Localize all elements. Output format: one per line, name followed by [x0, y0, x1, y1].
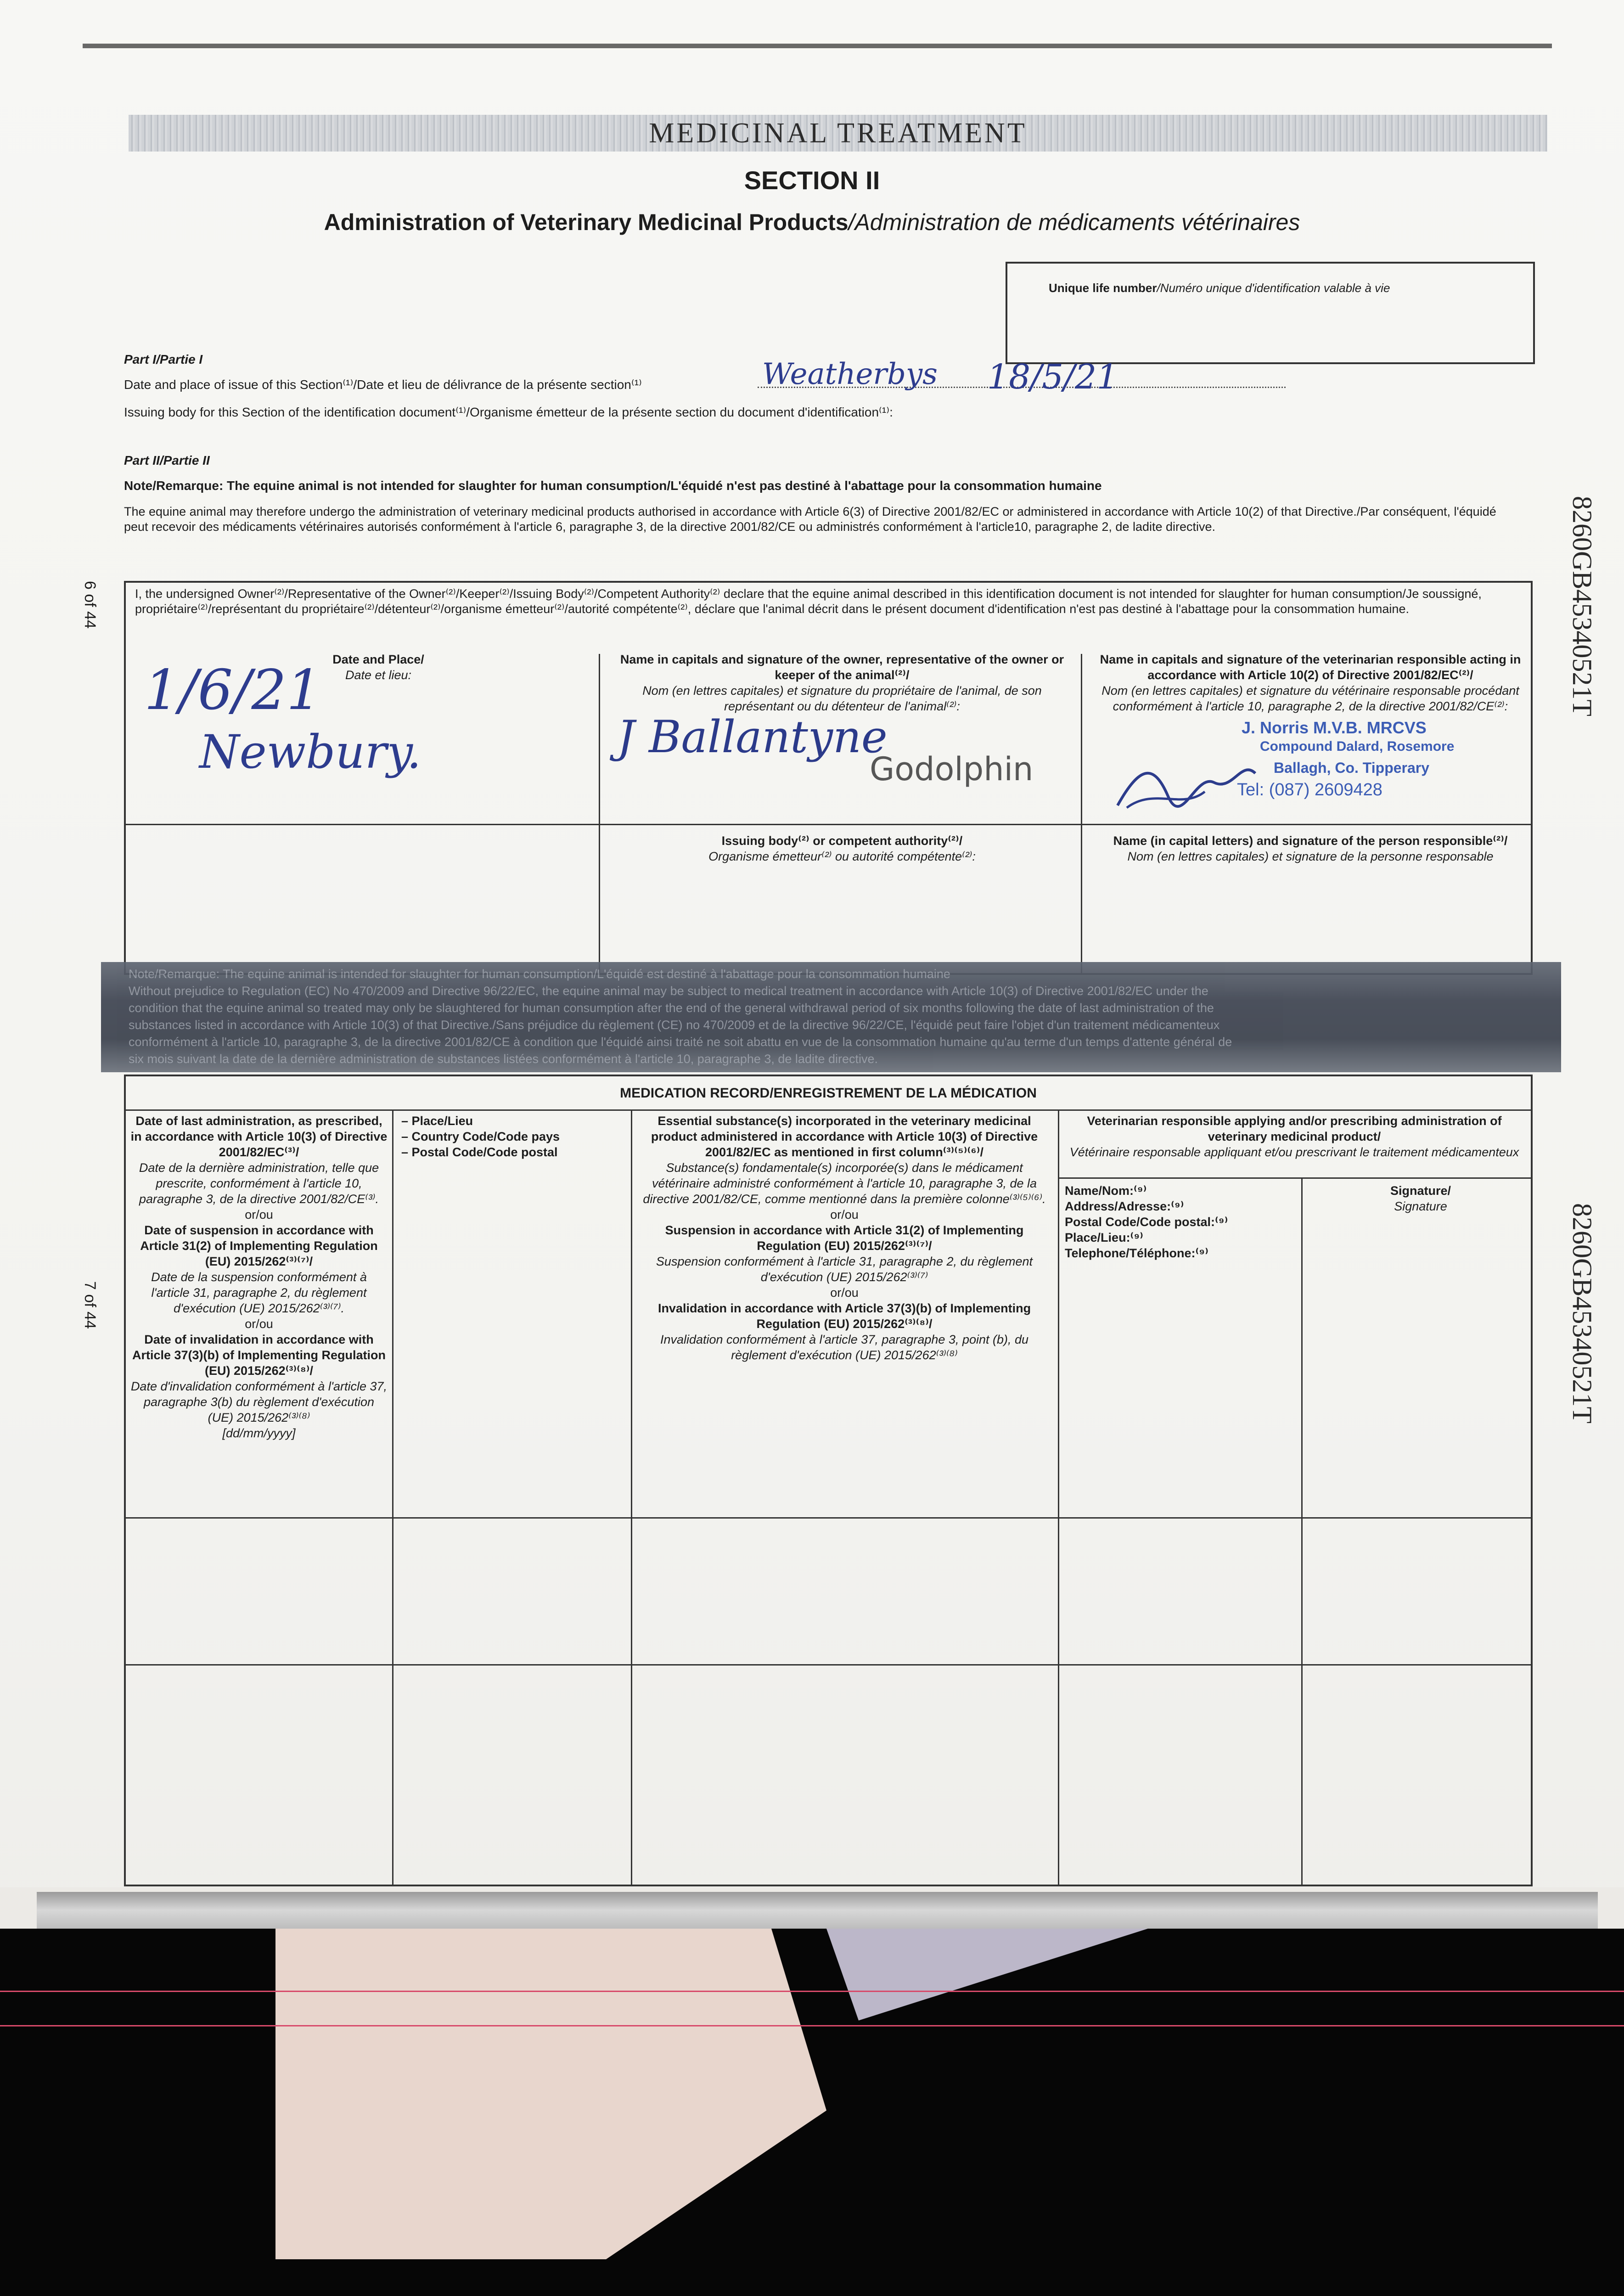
hand-date-issue: 18/5/21	[987, 357, 1118, 397]
medication-text-line: Suspension conformément à l'article 31, paragraphe 2, du règlement d'exécution (UE) 2015/262⁽³⁾⁽⁷⁾	[656, 1255, 1033, 1284]
strip-line-3: condition that the equine animal so treated may only be slaughtered for human consumption after the end of the general withdrawal period of six months following the date of last administration of the	[129, 1001, 1214, 1015]
col-owner-sig-en: Name in capitals and signature of the owner, representative of the owner or keeper of the animal⁽²⁾/	[620, 653, 1064, 682]
responsible-person-en: Name (in capital letters) and signature of the person responsible⁽²⁾/	[1113, 834, 1508, 848]
part2-note: Note/Remarque: The equine animal is not intended for slaughter for human consumption/L'équidé n'est pas destiné à l'abattage pour la consommation humaine	[124, 478, 1102, 493]
admin-title-fr: /Administration de médicaments vétérinaires	[848, 209, 1300, 235]
col-vet-sig-en: Name in capitals and signature of the veterinarian responsible acting in accordance with Article 10(2) of Directive 2001/82/EC⁽²⁾/	[1100, 653, 1521, 682]
medication-text-line: or/ou	[830, 1208, 859, 1221]
medication-text-line: Invalidation conformément à l'article 37, paragraphe 3, point (b), du règlement d'exécution (UE) 2015/262⁽³⁾⁽⁸⁾	[660, 1333, 1029, 1362]
declaration-text: I, the undersigned Owner⁽²⁾/Representative of the Owner⁽²⁾/Keeper⁽²⁾/Issuing Body⁽²⁾/Competent Authority⁽²⁾ declare that the equine animal described in this identification document is not intended for slaughter for human consumption/Je soussigné, propriétaire⁽²⁾/représentant du propriétaire⁽²⁾/détenteur⁽²⁾/organisme émetteur⁽²⁾/autorité compétente⁽²⁾, déclare que l'animal décrit dans le présent document d'identification n'est pas destiné à l'abattage pour la consommation humaine.	[135, 587, 1482, 616]
medication-text-line: Date of invalidation in accordance with Article 37(3)(b) of Implementing Regulation (EU) 2015/262⁽³⁾⁽⁸⁾/	[132, 1333, 386, 1378]
barcode-id-top: 8260GB45340521T	[1567, 496, 1597, 716]
medication-text-line: or/ou	[245, 1208, 273, 1221]
strip-line-1: Note/Remarque: The equine animal is intended for slaughter for human consumption/L'équidé est destiné à l'abattage pour la consommation humaine	[129, 967, 950, 981]
uln-label-fr: /Numéro unique d'identification valable à vie	[1157, 281, 1390, 295]
issuing-body-fr: Organisme émetteur⁽²⁾ ou autorité compétente⁽²⁾:	[708, 850, 976, 863]
vet-header-en: Veterinarian responsible applying and/or prescribing administration of veterinary medicinal product/	[1087, 1114, 1502, 1143]
col-date-place-en: Date and Place/	[332, 653, 424, 666]
medication-text-line: Essential substance(s) incorporated in the veterinary medicinal product administered in accordance with Article 10(3) of Directive 2001/82/EC as mentioned in first column⁽³⁾⁽⁵⁾⁽⁶⁾/	[651, 1114, 1038, 1159]
title-band	[129, 115, 1547, 152]
scan-bottom-edge	[0, 1887, 1624, 2296]
vet-signature-scribble	[1113, 755, 1260, 815]
hand-owner-signature: J Ballantyne	[617, 711, 888, 763]
vet-stamp-tel: Tel: (087) 2609428	[1237, 780, 1382, 799]
medication-text-line: or/ou	[245, 1317, 273, 1331]
medication-text-line: Substance(s) fondamentale(s) incorporée(s) dans le médicament vétérinaire administré conformément à l'article 10, paragraphe 3, de la directive 2001/82/CE, comme mentionné dans la première colonne⁽³⁾⁽⁵⁾⁽⁶⁾.	[643, 1161, 1046, 1206]
vet-field-label: Postal Code/Code postal:⁽⁹⁾	[1065, 1215, 1228, 1229]
overlap-strip	[101, 962, 1561, 1072]
place-field-label: – Postal Code/Code postal	[401, 1145, 558, 1159]
col-vet-sig-fr: Nom (en lettres capitales) et signature du vétérinaire responsable procédant conformément à l'article 10, paragraphe 2, de la directive 2001/82/CE⁽²⁾:	[1101, 684, 1519, 713]
medication-col3	[638, 1113, 1051, 1363]
medication-text-line: Date de la dernière administration, telle que prescrite, conformément à l'article 10, paragraphe 3, de la directive 2001/82/CE⁽³⁾.	[139, 1161, 379, 1206]
strip-line-6: six mois suivant la date de la dernière administration de substances listées conformément à l'article 10, paragraphe 3, de ladite directive.	[129, 1052, 878, 1066]
signature-header-fr: Signature	[1394, 1199, 1447, 1213]
page-number-bottom: 7 of 44	[81, 1281, 99, 1329]
medication-text-line: Date of suspension in accordance with Article 31(2) of Implementing Regulation (EU) 2015/262⁽³⁾⁽⁷⁾/	[140, 1223, 378, 1268]
signature-header-en: Signature/	[1390, 1184, 1451, 1198]
medication-caption: MEDICATION RECORD/ENREGISTREMENT DE LA MÉDICATION	[620, 1086, 1037, 1101]
responsible-person-fr: Nom (en lettres capitales) et signature de la personne responsable	[1127, 850, 1494, 863]
admin-title-en: Administration of Veterinary Medicinal Products	[324, 209, 849, 235]
medication-text-line: Suspension in accordance with Article 31(2) of Implementing Regulation (EU) 2015/262⁽³⁾⁽⁷⁾/	[665, 1223, 1024, 1253]
col-owner-sig-fr: Nom (en lettres capitales) et signature du propriétaire de l'animal, de son représentant ou du détenteur de l'animal⁽²⁾:	[642, 684, 1042, 713]
vet-stamp-address: Compound Dalard, Rosemore	[1260, 739, 1455, 754]
place-field-label: – Country Code/Code pays	[401, 1130, 560, 1143]
strip-line-4: substances listed in accordance with Article 10(3) of that Directive./Sans préjudice du règlement (CE) no 470/2009 et de la directive 96/22/CE, l'équidé peut faire l'objet d'un traitement médicamenteux	[129, 1018, 1220, 1032]
vet-field-label: Place/Lieu:⁽⁹⁾	[1065, 1231, 1143, 1244]
page-number-top: 6 of 44	[81, 581, 99, 629]
col-date-place-fr: Date et lieu:	[345, 668, 412, 682]
godolphin-stamp: Godolphin	[870, 750, 1034, 788]
medication-vet-fields	[1065, 1183, 1294, 1261]
section-title: SECTION II	[744, 166, 880, 195]
uln-label-en: Unique life number	[1049, 281, 1157, 295]
issuing-body-en: Issuing body⁽²⁾ or competent authority⁽²⁾/	[721, 834, 963, 848]
part2-heading: Part II/Partie II	[124, 453, 210, 467]
medication-text-line: or/ou	[830, 1286, 859, 1300]
medication-col2	[401, 1113, 622, 1160]
vet-field-label: Telephone/Téléphone:⁽⁹⁾	[1065, 1246, 1208, 1260]
admin-title	[0, 209, 1624, 236]
medication-record-table	[124, 1075, 1533, 1886]
strip-line-2: Without prejudice to Regulation (EC) No 470/2009 and Directive 96/22/EC, the equine animal may be subject to medical treatment in accordance with Article 10(3) of Directive 2001/82/EC under the	[129, 984, 1208, 998]
vet-header-fr: Vétérinaire responsable appliquant et/ou prescrivant le traitement médicamenteux	[1069, 1145, 1519, 1159]
part1-date-label: Date and place of issue of this Section⁽¹⁾/Date et lieu de délivrance de la présente section⁽¹⁾	[124, 377, 642, 392]
medication-text-line: Date d'invalidation conformément à l'article 37, paragraphe 3(b) du règlement d'exécution (UE) 2015/262⁽³⁾⁽⁸⁾	[130, 1379, 388, 1424]
top-rule	[83, 44, 1552, 48]
medication-text-line: [dd/mm/yyyy]	[222, 1426, 296, 1440]
declaration-table	[124, 581, 1533, 975]
vet-stamp-town: Ballagh, Co. Tipperary	[1274, 760, 1430, 776]
hand-place-weatherbys: Weatherbys	[762, 357, 938, 391]
part2-body: The equine animal may therefore undergo the administration of veterinary medicinal products authorised in accordance with Article 6(3) of Directive 2001/82/EC or administered in accordance with Article 10(2) of that Directive./Par conséquent, l'équidé peut recevoir des médicaments vétérinaires autorisés conformément à l'article 6, paragraphe 3, de la directive 2001/82/CE ou administrés conformément à l'article10, paragraphe 2, de ladite directive.	[124, 505, 1496, 534]
medication-text-line: Date de la suspension conformément à l'article 31, paragraphe 2, du règlement d'exécution (UE) 2015/262⁽³⁾⁽⁷⁾.	[151, 1270, 367, 1315]
vet-stamp-name: J. Norris M.V.B. MRCVS	[1242, 718, 1427, 737]
vet-field-label: Name/Nom:⁽⁹⁾	[1065, 1184, 1147, 1198]
barcode-id-bottom: 8260GB45340521T	[1567, 1203, 1597, 1424]
medication-text-line: Invalidation in accordance with Article 37(3)(b) of Implementing Regulation (EU) 2015/262⁽³⁾⁽⁸⁾/	[657, 1301, 1031, 1331]
strip-line-5: conformément à l'article 10, paragraphe 3, de la directive 2001/82/CE à condition que l'équidé ainsi traité ne soit abattu en vue de la consommation humaine qu'au terme d'un temps d'attente général de	[129, 1035, 1232, 1049]
uln-box	[1006, 262, 1535, 364]
part1-heading: Part I/Partie I	[124, 352, 203, 366]
medication-text-line: Date of last administration, as prescribed, in accordance with Article 10(3) of Directive 2001/82/EC⁽³⁾/	[130, 1114, 388, 1159]
hand-declaration-date: 1/6/21	[144, 658, 322, 722]
medication-col1	[130, 1113, 388, 1441]
band-title: MEDICINAL TREATMENT	[649, 118, 1027, 149]
hand-declaration-place: Newbury.	[199, 725, 421, 779]
vet-field-label: Address/Adresse:⁽⁹⁾	[1065, 1199, 1184, 1213]
part1-issuing-label: Issuing body for this Section of the identification document⁽¹⁾/Organisme émetteur de la présente section du document d'identification⁽¹⁾:	[124, 405, 893, 419]
place-field-label: – Place/Lieu	[401, 1114, 473, 1128]
